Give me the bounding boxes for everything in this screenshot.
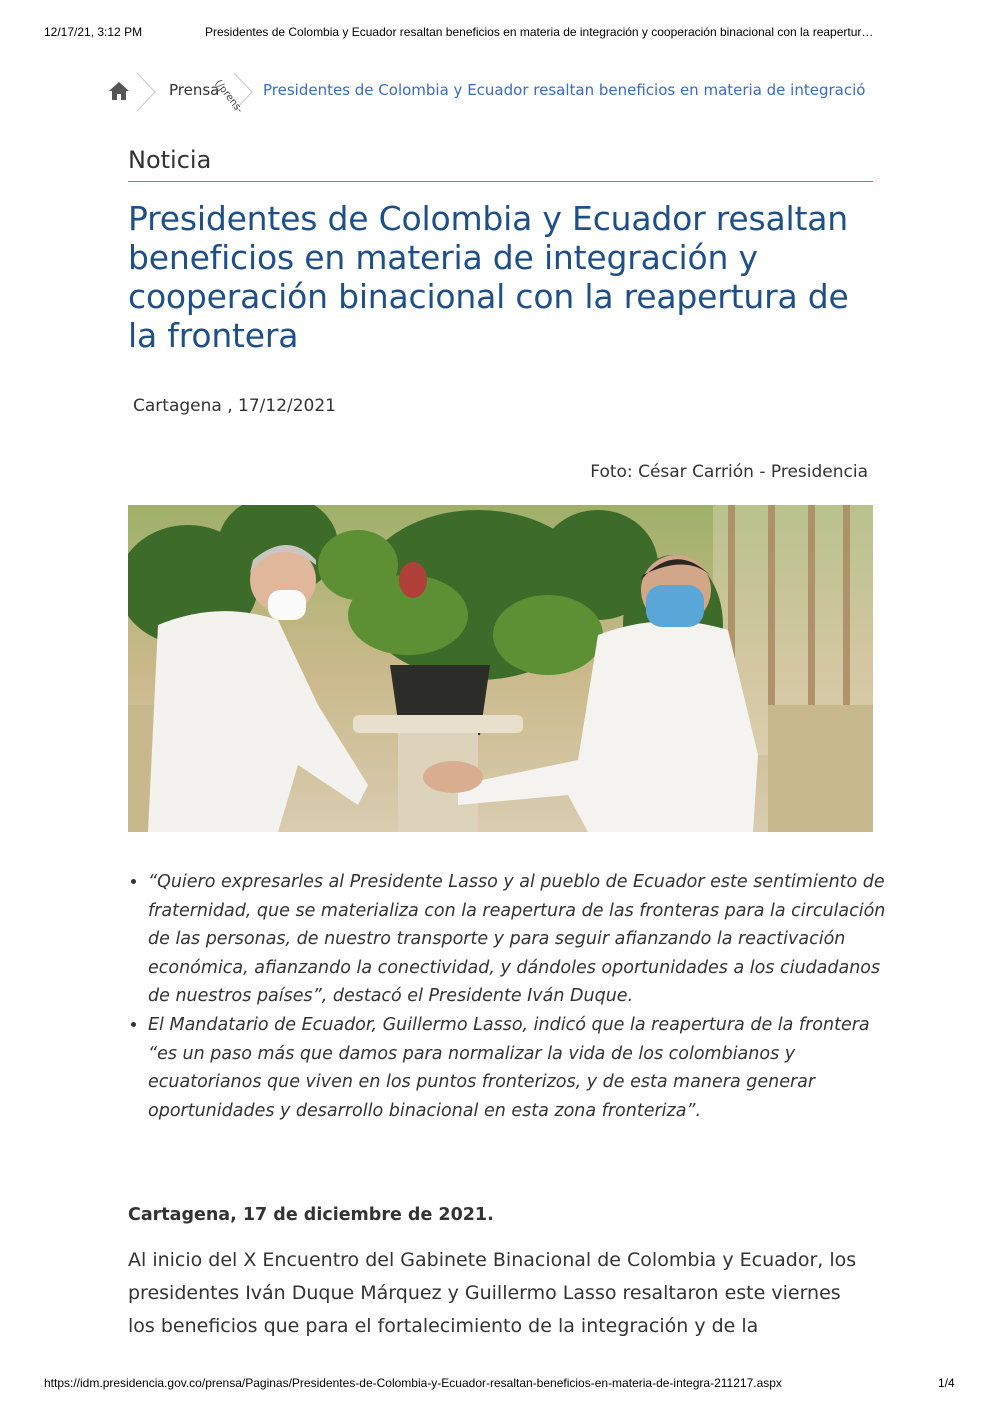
article-headline: Presidentes de Colombia y Ecuador resaltan beneficios en materia de integración y cooperación binacional con la reapertura de la frontera (128, 199, 849, 355)
section-divider (128, 181, 873, 182)
breadcrumb-prensa-link[interactable]: Prensa (169, 81, 220, 99)
print-url: https://idm.presidencia.gov.co/prensa/Paginas/Presidentes-de-Colombia-y-Ecuador-resaltan-beneficios-en-materia-de-integra-211217.aspx (44, 1376, 782, 1390)
article-dateline: Cartagena , 17/12/2021 (133, 396, 336, 416)
breadcrumb-overlay-text: (/prens- (212, 78, 245, 116)
summary-bullet: • “Quiero expresarles al Presidente Lasso y al pueblo de Ecuador este sentimiento de fraternidad, que se materializa con la reapertura de las fronteras para la circulación de las personas, de nuestro transporte y para seguir afianzando la reactivación económica, afianzando la conectividad, y dándoles oportunidades a los ciudadanos de nuestros países”, destacó el Presidente Iván Duque. (148, 868, 888, 1011)
section-label: Noticia (128, 146, 212, 174)
summary-bullet: • El Mandatario de Ecuador, Guillermo Lasso, indicó que la reapertura de la frontera “es un paso más que damos para normalizar la vida de los colombianos y ecuatorianos que viven en los puntos fronterizos, y de esta manera generar oportunidades y desarrollo binacional en esta zona fronteriza”. (148, 1011, 888, 1125)
print-page-title: Presidentes de Colombia y Ecuador resaltan beneficios en materia de integración y cooperación binacional con la reapertur… (205, 25, 874, 39)
photo-credit: Foto: César Carrión - Presidencia (590, 462, 868, 482)
summary-bullet-list (128, 868, 888, 1125)
home-icon[interactable] (108, 81, 130, 101)
article-paragraph: Al inicio del X Encuentro del Gabinete Binacional de Colombia y Ecuador, los presidentes Iván Duque Márquez y Guillermo Lasso resaltaron este viernes los beneficios que para el fortalecimiento de la integración y de la (128, 1249, 857, 1337)
article-city-date: Cartagena, 17 de diciembre de 2021. (128, 1205, 494, 1225)
chevron-right-icon (135, 72, 157, 112)
print-date: 12/17/21, 3:12 PM (44, 25, 143, 39)
breadcrumb (108, 72, 898, 116)
article-photo (128, 505, 873, 832)
print-header (0, 0, 1000, 40)
breadcrumb-current-page: Presidentes de Colombia y Ecuador resaltan beneficios en materia de integració (263, 81, 866, 99)
print-page-number: 1/4 (938, 1376, 955, 1390)
print-footer (0, 1370, 1000, 1400)
